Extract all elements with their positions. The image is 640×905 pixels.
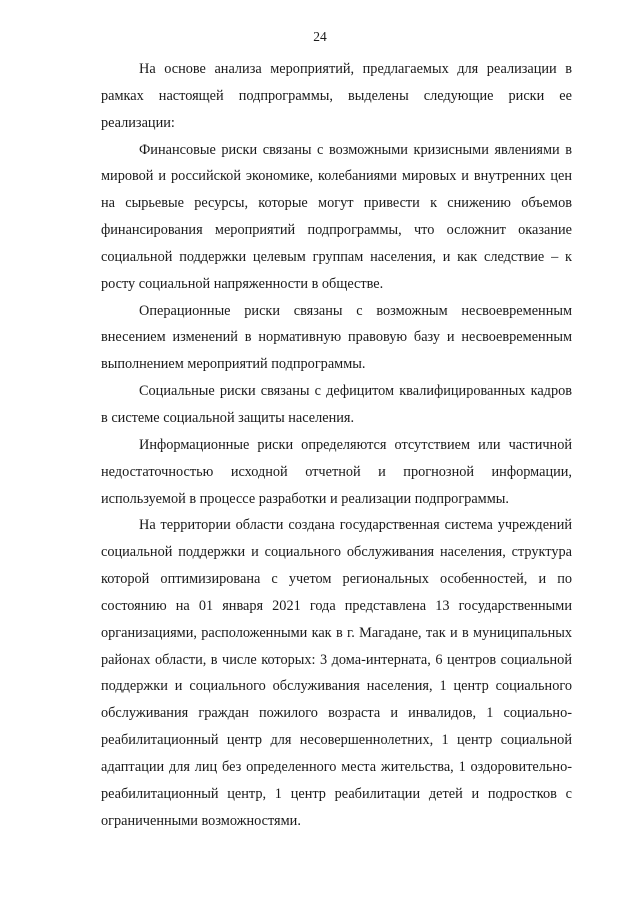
- paragraph-operational-risks: Операционные риски связаны с возможным несвоевременным внесением изменений в нормативную правовую базу и несвоевременным выполнением мероприятий подпрограммы.: [101, 302, 572, 373]
- page-number: 24: [313, 29, 327, 44]
- paragraph-institutions: На территории области создана государственная система учреждений социальной поддержки и социального обслуживания населения, структура которой оптимизирована с учетом региональных особенностей, и по состоянию на 01 января 2021 года представлена 13 государственными организациями, расположенными как в г. Магадане, так и в муниципальных районах области, в числе которых: 3 дома-интерната, 6 центров социальной поддержки и социального обслуживания населения, 1 центр социального обслуживания граждан пожилого возраста и инвалидов, 1 социально-реабилитационный центр для несовершеннолетних, 1 центр социальной адаптации для лиц без определенного места жительства, 1 оздоровительно-реабилитационный центр, 1 центр реабилитации детей и подростков с ограниченными возможностями.: [101, 517, 572, 829]
- paragraph-social-risks: Социальные риски связаны с дефицитом квалифицированных кадров в системе социальной защиты населения.: [101, 383, 572, 426]
- paragraph-financial-risks: Финансовые риски связаны с возможными кризисными явлениями в мировой и российской экономике, колебаниями мировых и внутренних цен на сырьевые ресурсы, которые могут привести к снижению объемов финансирования мероприятий подпрограммы, что осложнит оказание социальной поддержки целевым группам населения, и как следствие – к росту социальной напряженности в обществе.: [101, 141, 572, 292]
- document-body: [101, 56, 572, 834]
- paragraph-intro: На основе анализа мероприятий, предлагаемых для реализации в рамках настоящей подпрограммы, выделены следующие риски ее реализации:: [101, 61, 572, 131]
- paragraph-information-risks: Информационные риски определяются отсутствием или частичной недостаточностью исходной отчетной и прогнозной информации, используемой в процессе разработки и реализации подпрограммы.: [101, 436, 572, 507]
